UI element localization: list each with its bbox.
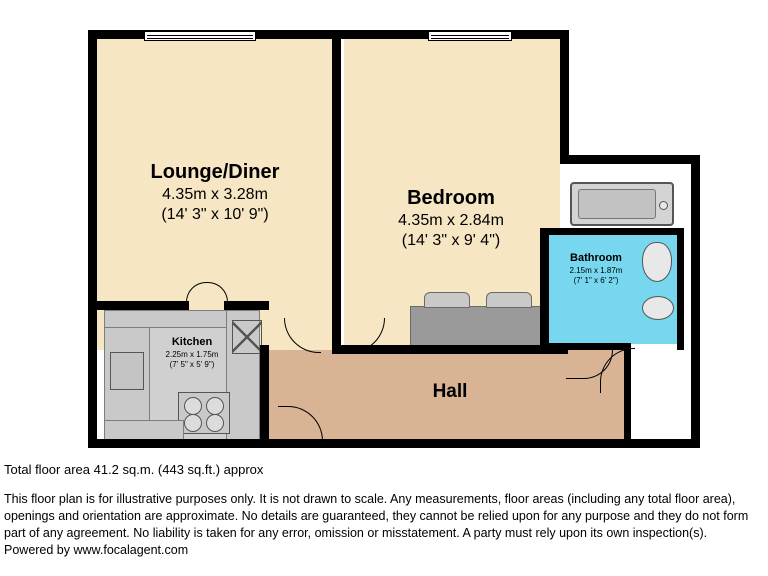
window-pane-line <box>147 35 253 36</box>
bed <box>410 306 542 350</box>
kitchen-hob <box>178 392 230 434</box>
room-dim-metric-kitchen: 2.25m x 1.75m <box>165 349 219 359</box>
wall-outer-bottom <box>88 439 700 448</box>
wall-hall-left <box>260 345 269 439</box>
wall-bathroom-bottom <box>540 343 630 350</box>
bathtub-tap-icon <box>659 201 668 210</box>
room-dim-imperial-bathroom: (7' 1" x 6' 2") <box>573 275 619 285</box>
hob-ring-icon <box>206 397 224 415</box>
room-name-kitchen: Kitchen <box>171 336 213 348</box>
disclaimer-body: This floor plan is for illustrative purposes only. It is not drawn to scale. Any measurements, floor areas (including any total floor area), openings and orientation are approximate. No details are guaranteed, they cannot be relied upon for any purpose and they do not form part of any agreement. No liability is taken for any error, omission or misstatement. A party must rely upon its own inspection(s). <box>4 492 749 540</box>
powered-by: Powered by www.focalagent.com <box>4 542 189 557</box>
window-lounge <box>144 31 256 41</box>
kitchen-sink <box>110 352 144 390</box>
bathtub <box>570 182 674 226</box>
toilet <box>642 242 672 282</box>
kitchen-appliance-hatch <box>232 320 262 354</box>
wall-kitchen-top <box>97 301 189 310</box>
window-pane-line <box>147 38 253 39</box>
room-dim-metric-bedroom: 4.35m x 2.84m <box>398 212 504 229</box>
wall-bathroom-left <box>540 228 549 350</box>
room-dim-metric-lounge: 4.35m x 3.28m <box>162 186 268 203</box>
bathtub-basin-icon <box>578 189 656 219</box>
footer <box>0 450 768 559</box>
wall-outer-left <box>88 30 97 448</box>
wall-kitchen-top-right <box>224 301 269 310</box>
hob-ring-icon <box>206 414 224 432</box>
wash-basin <box>642 296 674 320</box>
wall-outer-top-right <box>560 155 700 164</box>
hob-ring-icon <box>184 397 202 415</box>
window-pane-line <box>431 38 509 39</box>
kitchen-counter-bottom <box>104 420 184 440</box>
total-floor-area: Total floor area 41.2 sq.m. (443 sq.ft.) approx <box>4 462 264 477</box>
window-pane-line <box>431 35 509 36</box>
wall-outer-right <box>691 155 700 448</box>
bed-pillow-right <box>486 292 532 308</box>
room-dim-imperial-bedroom: (14' 3" x 9' 4") <box>401 232 501 249</box>
wall-bathroom-right <box>677 228 684 350</box>
room-name-bathroom: Bathroom <box>570 252 622 264</box>
bed-pillow-left <box>424 292 470 308</box>
window-bedroom <box>428 31 512 41</box>
hob-ring-icon <box>184 414 202 432</box>
room-dim-metric-bathroom: 2.15m x 1.87m <box>569 265 623 275</box>
wall-lounge-bedroom-divider <box>332 30 341 350</box>
wall-bathroom-top <box>540 228 684 235</box>
disclaimer-text <box>4 491 764 559</box>
wall-bedroom-right <box>560 30 569 164</box>
room-dim-imperial-lounge: (14' 3" x 10' 9") <box>161 206 269 223</box>
room-name-hall: Hall <box>432 381 468 402</box>
room-name-bedroom: Bedroom <box>407 187 495 209</box>
room-dim-imperial-kitchen: (7' 5" x 5' 9") <box>169 359 215 369</box>
room-name-lounge: Lounge/Diner <box>150 161 280 183</box>
